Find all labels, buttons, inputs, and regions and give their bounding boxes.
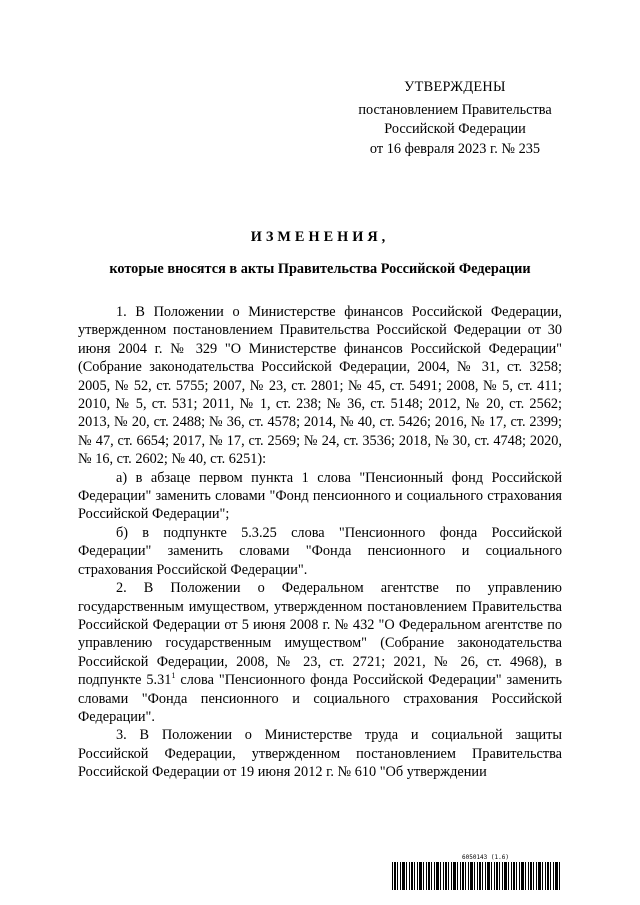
approval-line-1: постановлением Правительства: [358, 101, 552, 118]
approval-heading: УТВЕРЖДЕНЫ: [404, 79, 506, 95]
approval-block: [340, 78, 570, 159]
barcode-bars: [392, 862, 562, 890]
barcode: [392, 854, 562, 890]
document-title: [0, 226, 640, 280]
paragraph-2-superscript: 1: [171, 671, 176, 681]
paragraph-2-start: 2. В Положении о Федеральном агентстве по управлению государственным имуществом, утвержденном постановлением Правительства Российской Федерации от 5 июня 2008 г. № 432 "О Федеральном агентстве по управлению государственным имуществом" (Собрание законодательства Российской Федерации, 2008, № 23, ст. 2721; 2021, № 26, ст. 4968), в подпункте 5.31: [78, 580, 562, 689]
title-subtitle: которые вносятся в акты Правительства Российской Федерации: [109, 261, 531, 277]
paragraph-1b: б) в подпункте 5.3.25 слова "Пенсионного фонда Российской Федерации" заменить словами "Фонда пенсионного и социального страхования Российской Федерации".: [78, 524, 562, 578]
paragraph-2: [78, 579, 562, 726]
paragraph-1: 1. В Положении о Министерстве финансов Российской Федерации, утвержденном постановлением Правительства Российской Федерации от 30 июня 2004 г. № 329 "О Министерстве финансов Российской Федерации" (Собрание законодательства Российской Федерации, 2004, № 31, ст. 3258; 2005, № 52, ст. 5755; 2007, № 23, ст. 2801; № 45, ст. 5491; 2008, № 5, ст. 411; 2010, № 5, ст. 531; 2011, № 1, ст. 238; № 36, ст. 5148; 2012, № 20, ст. 2562; 2013, № 20, ст. 2488; № 36, ст. 4578; 2014, № 40, ст. 5426; 2016, № 17, ст. 2399; № 47, ст. 6654; 2017, № 17, ст. 2569; № 24, ст. 3536; 2018, № 30, ст. 4748; 2020, № 16, ст. 2602; № 40, ст. 6251):: [78, 304, 562, 468]
approval-line-2: Российской Федерации: [384, 121, 526, 137]
approval-line-3: от 16 февраля 2023 г. № 235: [369, 140, 541, 157]
barcode-code: 6050143 (1.6): [462, 854, 509, 861]
paragraph-1a: а) в абзаце первом пункта 1 слова "Пенсионный фонд Российской Федерации" заменить словами "Фонд пенсионного и социального страхования Российской Федерации";: [78, 469, 562, 523]
title-main: ИЗМЕНЕНИЯ,: [250, 229, 390, 245]
document-body: [78, 303, 562, 782]
paragraph-2-end: слова "Пенсионного фонда Российской Федерации" заменить словами "Фонда пенсионного и социального страхования Российской Федерации".: [78, 672, 563, 725]
paragraph-3: 3. В Положении о Министерстве труда и социальной защиты Российской Федерации, утвержденном постановлением Правительства Российской Федерации от 19 июня 2012 г. № 610 "Об утверждении: [78, 727, 562, 781]
